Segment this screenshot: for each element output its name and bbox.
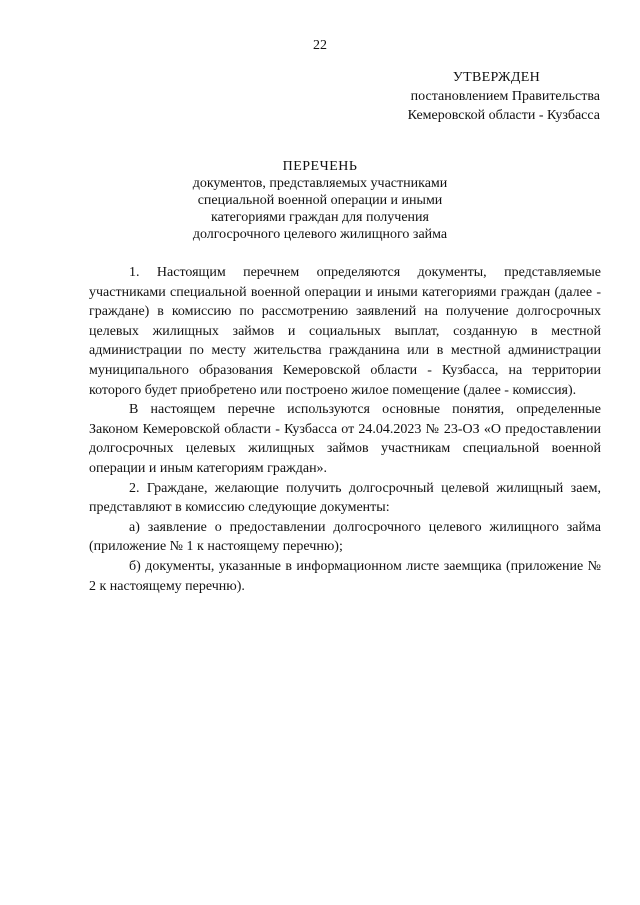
document-subtitle-line-1: документов, представляемых участниками	[192, 176, 448, 191]
document-body	[89, 263, 601, 596]
approval-line-2: Кемеровской области - Кузбасса	[407, 108, 600, 123]
paragraph-3: 2. Граждане, желающие получить долгосрочный целевой жилищный заем, представляют в комиссию следующие документы:	[89, 480, 601, 516]
approval-title: УТВЕРЖДЕН	[452, 70, 540, 85]
approval-line-1: постановлением Правительства	[410, 89, 600, 104]
document-title-block	[0, 158, 640, 243]
paragraph-1: 1. Настоящим перечнем определяются документы, представляемые участниками специальной военной операции и иными категориями граждан (далее - граждане) в комиссию по рассмотрению заявлений на получение долгосрочных целевых жилищных займов и социальных выплат, созданную в местной администрации по месту жительства гражданина или в местной администрации муниципального образования Кемеровской области - Кузбасса, на территории которого будет приобретено или построено жилое помещение (далее - комиссия).	[89, 265, 601, 398]
paragraph-2: В настоящем перечне используются основные понятия, определенные Законом Кемеровской области - Кузбасса от 24.04.2023 № 23-ОЗ «О предоставлении долгосрочных целевых жилищных займов участникам специальной военной операции и иным категориям граждан».	[89, 402, 601, 476]
paragraph-4: а) заявление о предоставлении долгосрочного целевого жилищного займа (приложение № 1 к настоящему перечню);	[89, 519, 601, 555]
document-subtitle-line-3: категориями граждан для получения	[211, 210, 429, 225]
page-number: 22	[313, 38, 327, 53]
document-subtitle-line-4: долгосрочного целевого жилищного займа	[192, 227, 448, 242]
approval-block	[340, 68, 600, 125]
document-subtitle-line-2: специальной военной операции и иными	[197, 193, 443, 208]
paragraph-5: б) документы, указанные в информационном листе заемщика (приложение № 2 к настоящему перечню).	[89, 558, 601, 594]
document-title: ПЕРЕЧЕНЬ	[282, 159, 358, 174]
